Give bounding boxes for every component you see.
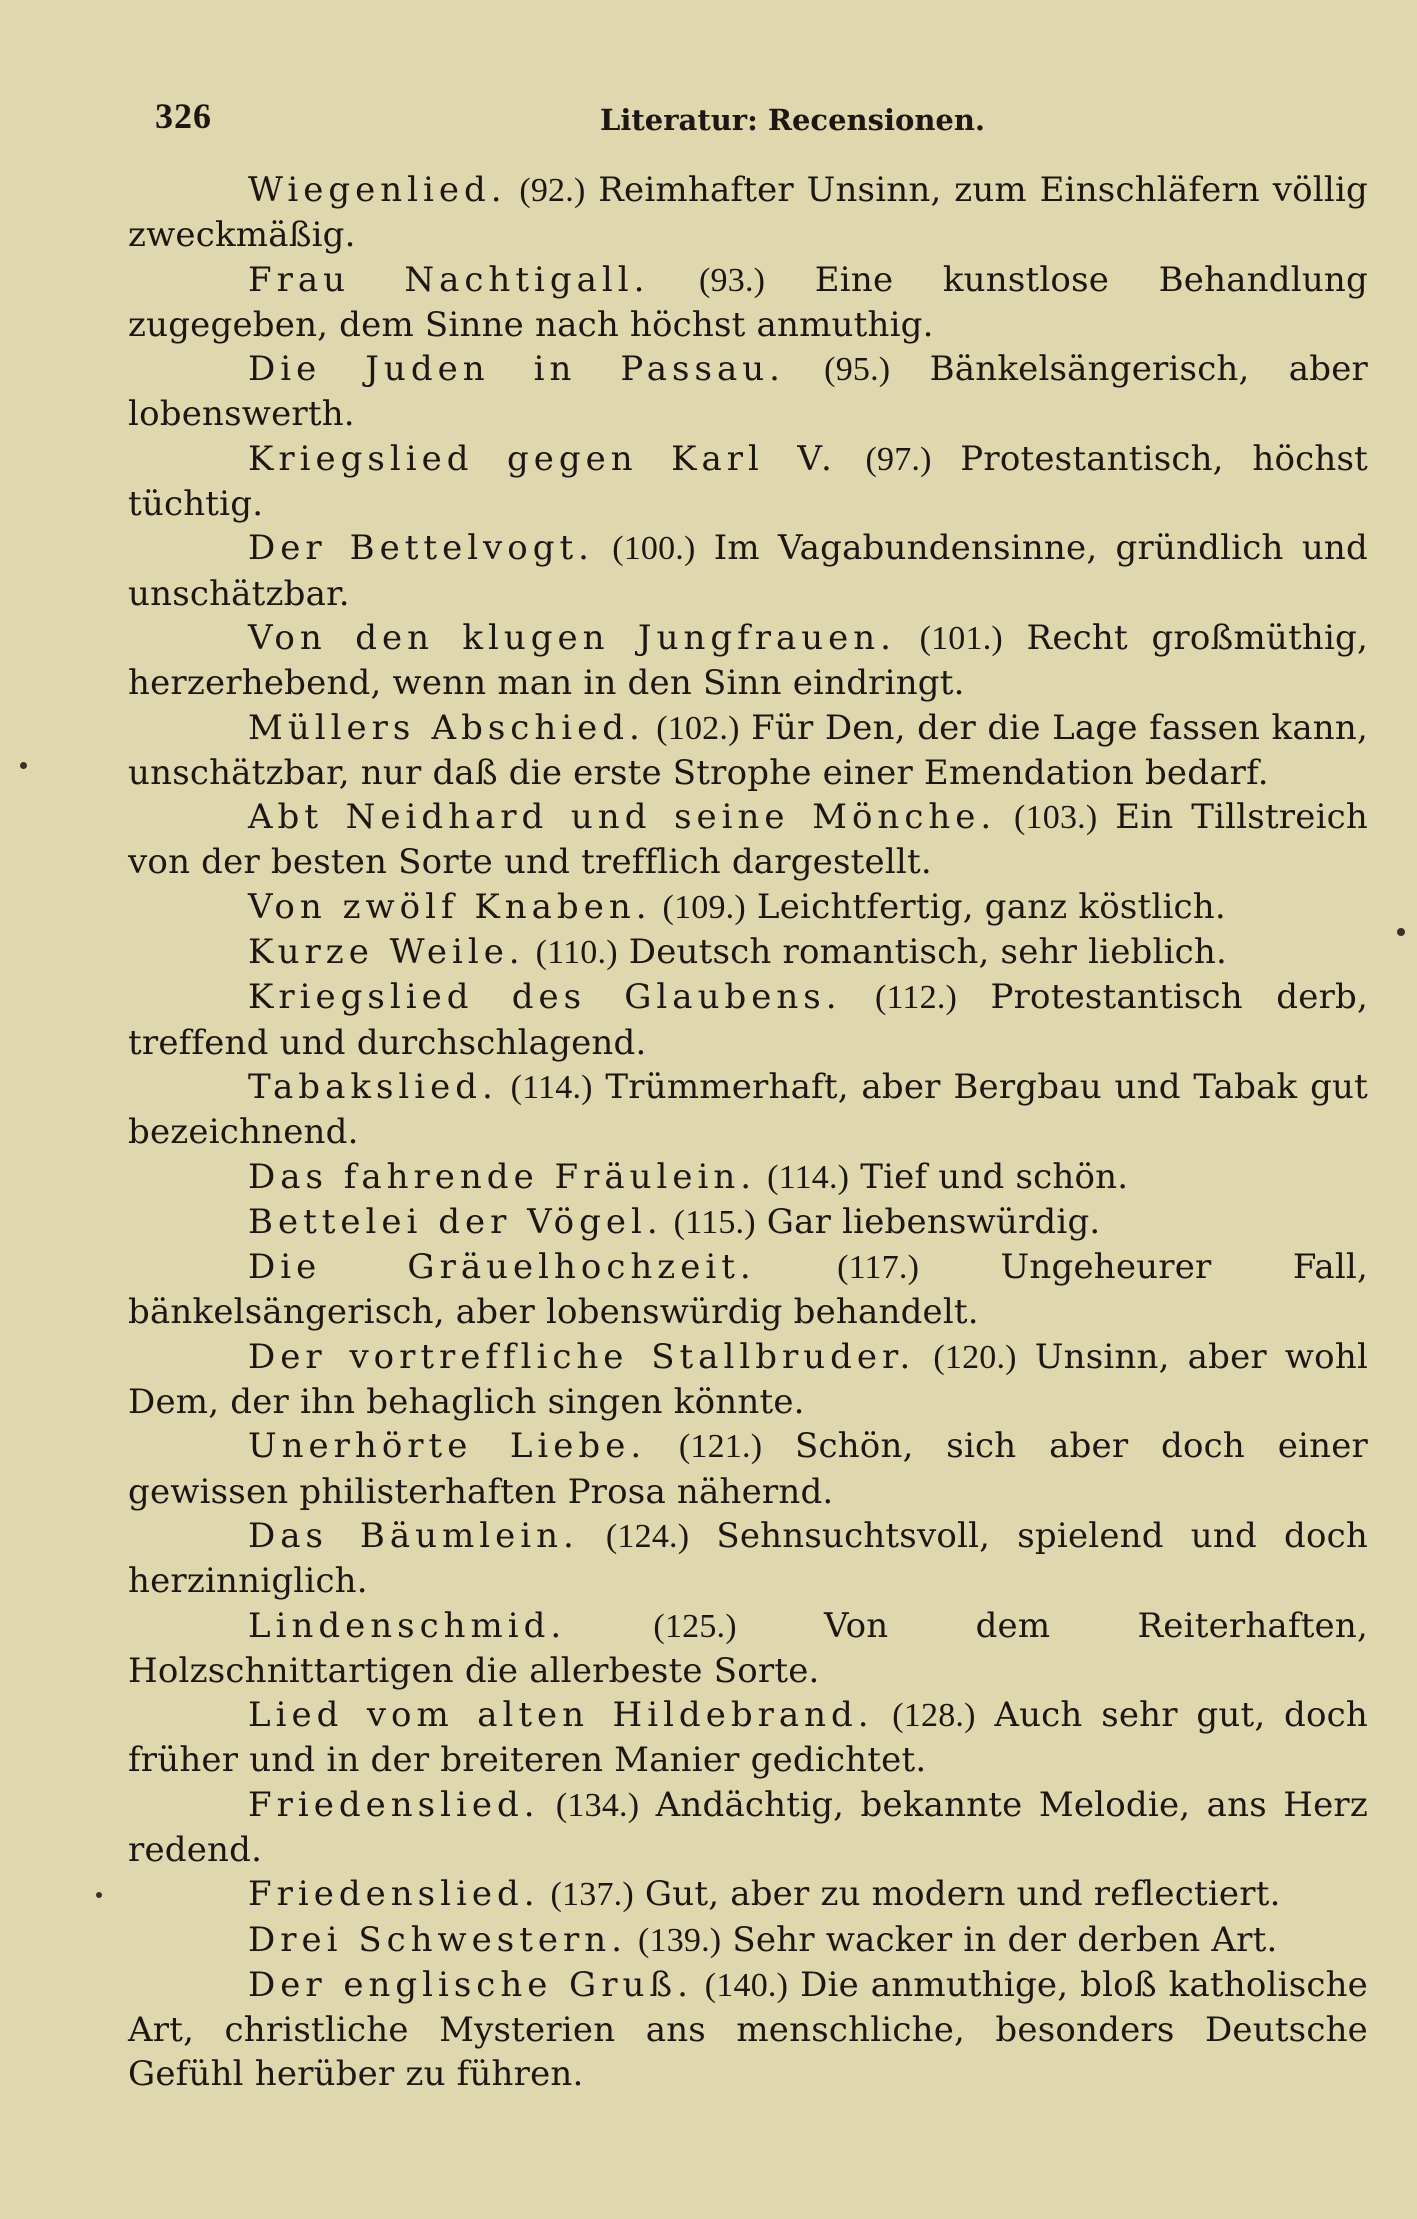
- entry-number: (117.): [837, 1249, 920, 1287]
- entry-text: Ungeheurer Fall, bänkelsängerisch, aber lobenswürdig behandelt.: [128, 1247, 1368, 1333]
- review-entry: [128, 795, 1368, 885]
- entry-title: Abt Neidhard und seine Mönche.: [248, 797, 997, 838]
- entry-text: Trümmerhaft, aber Bergbau und Tabak gut bezeichnend.: [128, 1066, 1369, 1153]
- entry-text: Im Vagabundensinne, gründlich und unschätzbar.: [128, 528, 1368, 614]
- entry-text: Von dem Reiterhaften, Holzschnittartigen die allerbeste Sorte.: [128, 1605, 1368, 1691]
- entry-text: Leichtfertig, ganz köstlich.: [756, 886, 1226, 927]
- entry-text: Gar liebenswürdig.: [766, 1201, 1101, 1242]
- review-entry: [128, 1693, 1368, 1783]
- entry-title: Die Juden in Passau.: [248, 349, 785, 390]
- entry-number: (102.): [656, 709, 740, 747]
- entry-text: Sehnsuchtsvoll, spielend und doch herzinniglich.: [128, 1515, 1368, 1602]
- entry-number: (124.): [605, 1517, 690, 1555]
- entry-text: Schön, sich aber doch einer gewissen philisterhaften Prosa nähernd.: [128, 1426, 1369, 1512]
- entry-title: Kurze Weile.: [248, 932, 525, 973]
- entry-title: Friedenslied.: [248, 1874, 540, 1915]
- entry-text: Sehr wacker in der derben Art.: [732, 1919, 1278, 1960]
- ink-speck: [1397, 928, 1405, 936]
- entry-title: Kriegslied des Glaubens.: [248, 977, 842, 1018]
- entry-title: Lied vom alten Hildebrand.: [248, 1695, 874, 1736]
- ink-speck: [96, 1892, 102, 1898]
- entry-text: Protestantisch, höchst tüchtig.: [128, 438, 1368, 525]
- review-entry: [128, 975, 1368, 1065]
- entry-title: Der Bettelvogt.: [248, 528, 594, 569]
- entry-number: (121.): [678, 1428, 763, 1466]
- entry-number: (100.): [612, 530, 696, 568]
- entry-text: Die anmuthige, bloß katholische Art, christliche Mysterien ans menschliche, besonders Deutsche Gefühl herüber zu führen.: [128, 1964, 1369, 2095]
- entry-title: Der englische Gruß.: [248, 1964, 693, 2005]
- entry-number: (128.): [892, 1697, 976, 1735]
- entry-number: (140.): [704, 1966, 789, 2004]
- entry-text: Tief und schön.: [860, 1156, 1129, 1197]
- review-entry: [128, 885, 1368, 930]
- entry-text: Andächtig, bekannte Melodie, ans Herz redend.: [128, 1784, 1368, 1870]
- entry-title: Das fahrende Fräulein.: [248, 1156, 757, 1197]
- entry-title: Unerhörte Liebe.: [248, 1426, 647, 1467]
- entry-number: (95.): [824, 351, 891, 389]
- review-entry: [128, 1245, 1368, 1335]
- entry-title: Drei Schwestern.: [248, 1919, 627, 1960]
- ink-speck: [20, 762, 27, 769]
- entry-text: Protestantisch derb, treffend und durchschlagend.: [128, 977, 1369, 1063]
- review-entry: [128, 1783, 1368, 1873]
- entry-number: (120.): [933, 1338, 1017, 1376]
- review-entry: [128, 1963, 1368, 2097]
- review-entry: [128, 930, 1368, 975]
- entry-number: (110.): [535, 934, 618, 972]
- review-entry: [128, 347, 1368, 437]
- entry-number: (139.): [637, 1921, 722, 1959]
- entry-number: (93.): [699, 261, 766, 299]
- entry-number: (103.): [1014, 799, 1098, 837]
- entry-text: Reimhafter Unsinn, zum Einschläfern völlig zweckmäßig.: [128, 170, 1368, 256]
- review-entry: [128, 258, 1368, 348]
- entry-title: Müllers Abschied.: [248, 707, 645, 748]
- review-entry: [128, 1155, 1368, 1200]
- entry-number: (114.): [767, 1158, 850, 1196]
- entry-number: (97.): [865, 440, 932, 478]
- entry-title: Der vortreffliche Stallbruder.: [248, 1336, 916, 1377]
- review-entry: [128, 1065, 1368, 1155]
- review-entry: [128, 526, 1368, 616]
- entry-text: Recht großmüthig, herzerhebend, wenn man in den Sinn eindringt.: [128, 617, 1369, 704]
- entry-number: (134.): [555, 1786, 640, 1824]
- review-entry: [128, 1424, 1368, 1514]
- entry-number: (101.): [919, 619, 1003, 657]
- entry-title: Das Bäumlein.: [248, 1515, 579, 1556]
- review-entries: [128, 168, 1368, 2097]
- entry-title: Frau Nachtigall.: [248, 259, 650, 300]
- entry-number: (114.): [510, 1068, 593, 1106]
- entry-text: Ein Tillstreich von der besten Sorte und trefflich dargestellt.: [128, 797, 1368, 883]
- review-entry: [128, 616, 1368, 706]
- entry-title: Tabakslied.: [248, 1066, 498, 1107]
- review-entry: [128, 168, 1368, 258]
- entry-text: Deutsch romantisch, sehr lieblich.: [628, 932, 1228, 973]
- entry-title: Kriegslied gegen Karl V.: [248, 438, 837, 479]
- entry-title: Lindenschmid.: [248, 1605, 567, 1646]
- review-entry: [128, 1514, 1368, 1604]
- review-entry: [128, 1335, 1368, 1425]
- entry-title: Bettelei der Vögel.: [248, 1201, 663, 1242]
- entry-number: (92.): [519, 172, 586, 209]
- entry-text: Eine kunstlose Behandlung zugegeben, dem Sinne nach höchst anmuthig.: [128, 259, 1368, 345]
- review-entry: [128, 437, 1368, 527]
- entry-text: Gut, aber zu modern und reflectiert.: [644, 1874, 1281, 1915]
- running-head: Literatur: Recensionen.: [600, 103, 986, 137]
- entry-text: Auch sehr gut, doch früher und in der breiteren Manier gedichtet.: [128, 1695, 1369, 1781]
- review-entry: [128, 1872, 1368, 1917]
- page-number: 326: [155, 96, 212, 136]
- entry-number: (109.): [662, 888, 746, 926]
- review-entry: [128, 1604, 1368, 1694]
- entry-title: Von den klugen Jungfrauen.: [248, 617, 896, 658]
- entry-number: (137.): [550, 1876, 634, 1914]
- review-entry: [128, 1918, 1368, 1963]
- entry-text: Unsinn, aber wohl Dem, der ihn behaglich singen könnte.: [128, 1336, 1369, 1423]
- entry-title: Von zwölf Knaben.: [248, 886, 652, 927]
- entry-number: (125.): [653, 1607, 737, 1645]
- entry-title: Wiegenlied.: [248, 170, 507, 210]
- entry-title: Die Gräuelhochzeit.: [248, 1247, 756, 1288]
- entry-number: (115.): [673, 1203, 756, 1241]
- review-entry: [128, 1200, 1368, 1245]
- entry-title: Friedenslied.: [248, 1784, 540, 1825]
- entry-number: (112.): [874, 979, 958, 1017]
- entry-text: Für Den, der die Lage fassen kann, unschätzbar, nur daß die erste Strophe einer Emendation bedarf.: [128, 707, 1368, 793]
- entry-text: Bänkelsängerisch, aber lobenswerth.: [128, 349, 1368, 435]
- review-entry: [128, 706, 1368, 796]
